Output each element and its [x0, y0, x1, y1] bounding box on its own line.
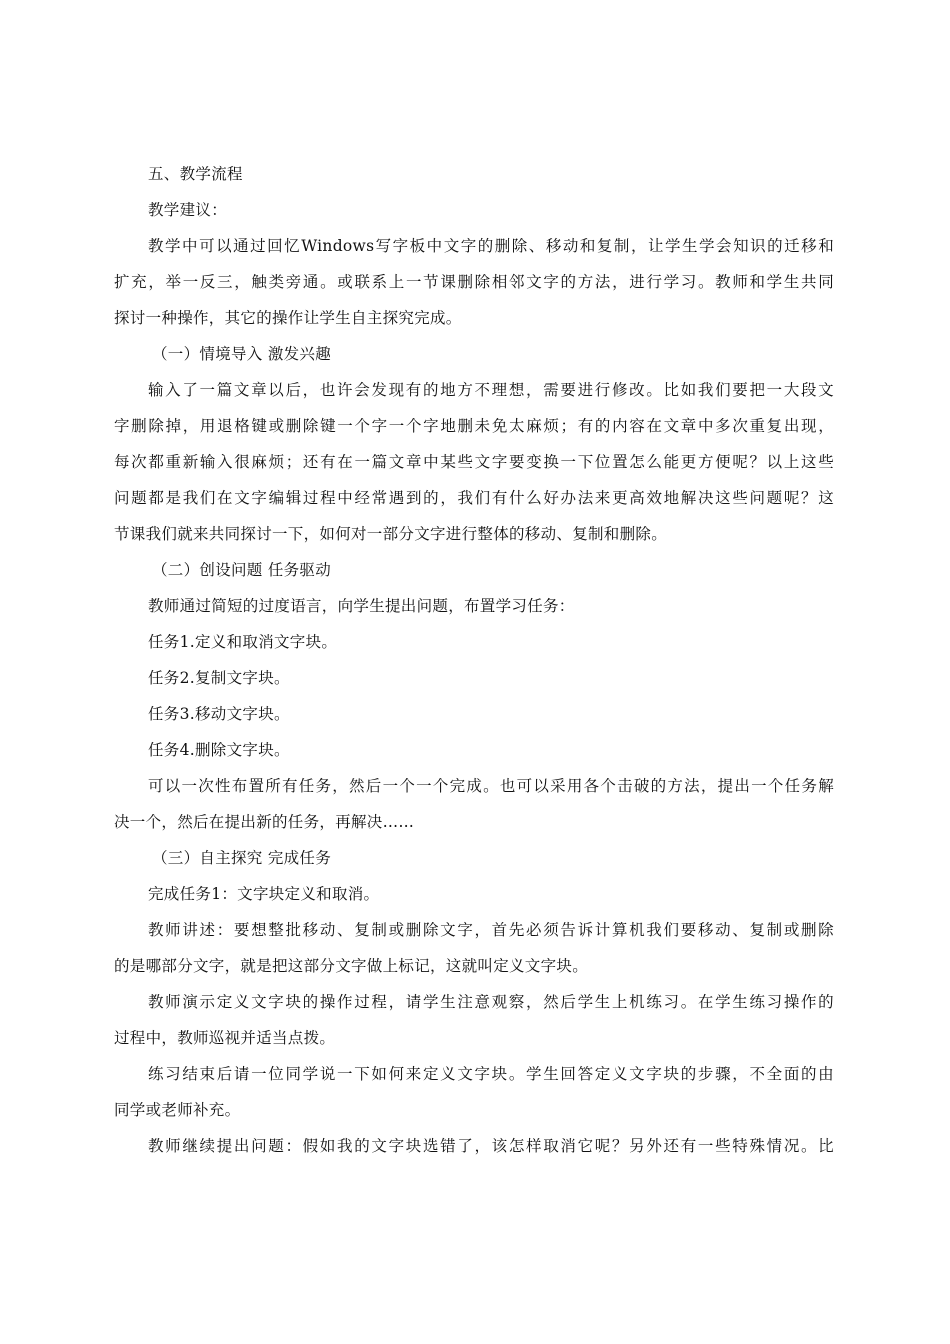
paragraph-line: 教学中可以通过回忆Windows写字板中文字的删除、移动和复制，让学生学会知识的迁移和	[148, 237, 834, 255]
paragraph-line: 每次都重新输入很麻烦；还有在一篇文章中某些文字要变换一下位置怎么能更方便呢？以上这些	[114, 453, 834, 471]
task-item: 任务2.复制文字块。	[148, 669, 290, 687]
subsection-heading: （三）自主探究 完成任务	[152, 849, 332, 867]
paragraph-line: 的是哪部分文字，就是把这部分文字做上标记，这就叫定义文字块。	[114, 957, 589, 975]
subheading: 教学建议：	[148, 201, 228, 219]
paragraph-line: 教师演示定义文字块的操作过程，请学生注意观察，然后学生上机练习。在学生练习操作的	[148, 993, 834, 1011]
paragraph-line: 输入了一篇文章以后，也许会发现有的地方不理想，需要进行修改。比如我们要把一大段文	[148, 381, 834, 399]
paragraph-line: 同学或老师补充。	[114, 1101, 241, 1119]
paragraph-line: 问题都是我们在文字编辑过程中经常遇到的，我们有什么好办法来更高效地解决这些问题呢？这	[114, 489, 834, 507]
subsection-heading: （二）创设问题 任务驱动	[152, 561, 332, 579]
paragraph-line: 练习结束后请一位同学说一下如何来定义文字块。学生回答定义文字块的步骤，不全面的由	[148, 1065, 834, 1083]
document-body	[114, 156, 834, 1164]
paragraph-line: 扩充，举一反三，触类旁通。或联系上一节课删除相邻文字的方法，进行学习。教师和学生共同	[114, 273, 834, 291]
paragraph-line: 完成任务1：文字块定义和取消。	[148, 885, 380, 903]
paragraph-line: 教师讲述：要想整批移动、复制或删除文字，首先必须告诉计算机我们要移动、复制或删除	[148, 921, 834, 939]
paragraph-line: 可以一次性布置所有任务，然后一个一个完成。也可以采用各个击破的方法，提出一个任务解	[148, 777, 834, 795]
task-item: 任务1.定义和取消文字块。	[148, 633, 338, 651]
paragraph-line: 决一个，然后在提出新的任务，再解决……	[114, 813, 415, 831]
section-heading: 五、教学流程	[148, 165, 243, 183]
paragraph-line: 教师通过简短的过度语言，向学生提出问题，布置学习任务：	[148, 597, 575, 615]
task-item: 任务3.移动文字块。	[148, 705, 290, 723]
task-item: 任务4.删除文字块。	[148, 741, 290, 759]
paragraph-line: 节课我们就来共同探讨一下，如何对一部分文字进行整体的移动、复制和删除。	[114, 525, 668, 543]
paragraph-line: 探讨一种操作，其它的操作让学生自主探究完成。	[114, 309, 462, 327]
paragraph-line: 过程中，教师巡视并适当点拨。	[114, 1029, 336, 1047]
paragraph-line: 字删除掉，用退格键或删除键一个字一个字地删未免太麻烦；有的内容在文章中多次重复出现，	[114, 417, 834, 435]
paragraph-line: 教师继续提出问题：假如我的文字块选错了，该怎样取消它呢？另外还有一些特殊情况。比	[148, 1137, 834, 1155]
subsection-heading: （一）情境导入 激发兴趣	[152, 345, 332, 363]
